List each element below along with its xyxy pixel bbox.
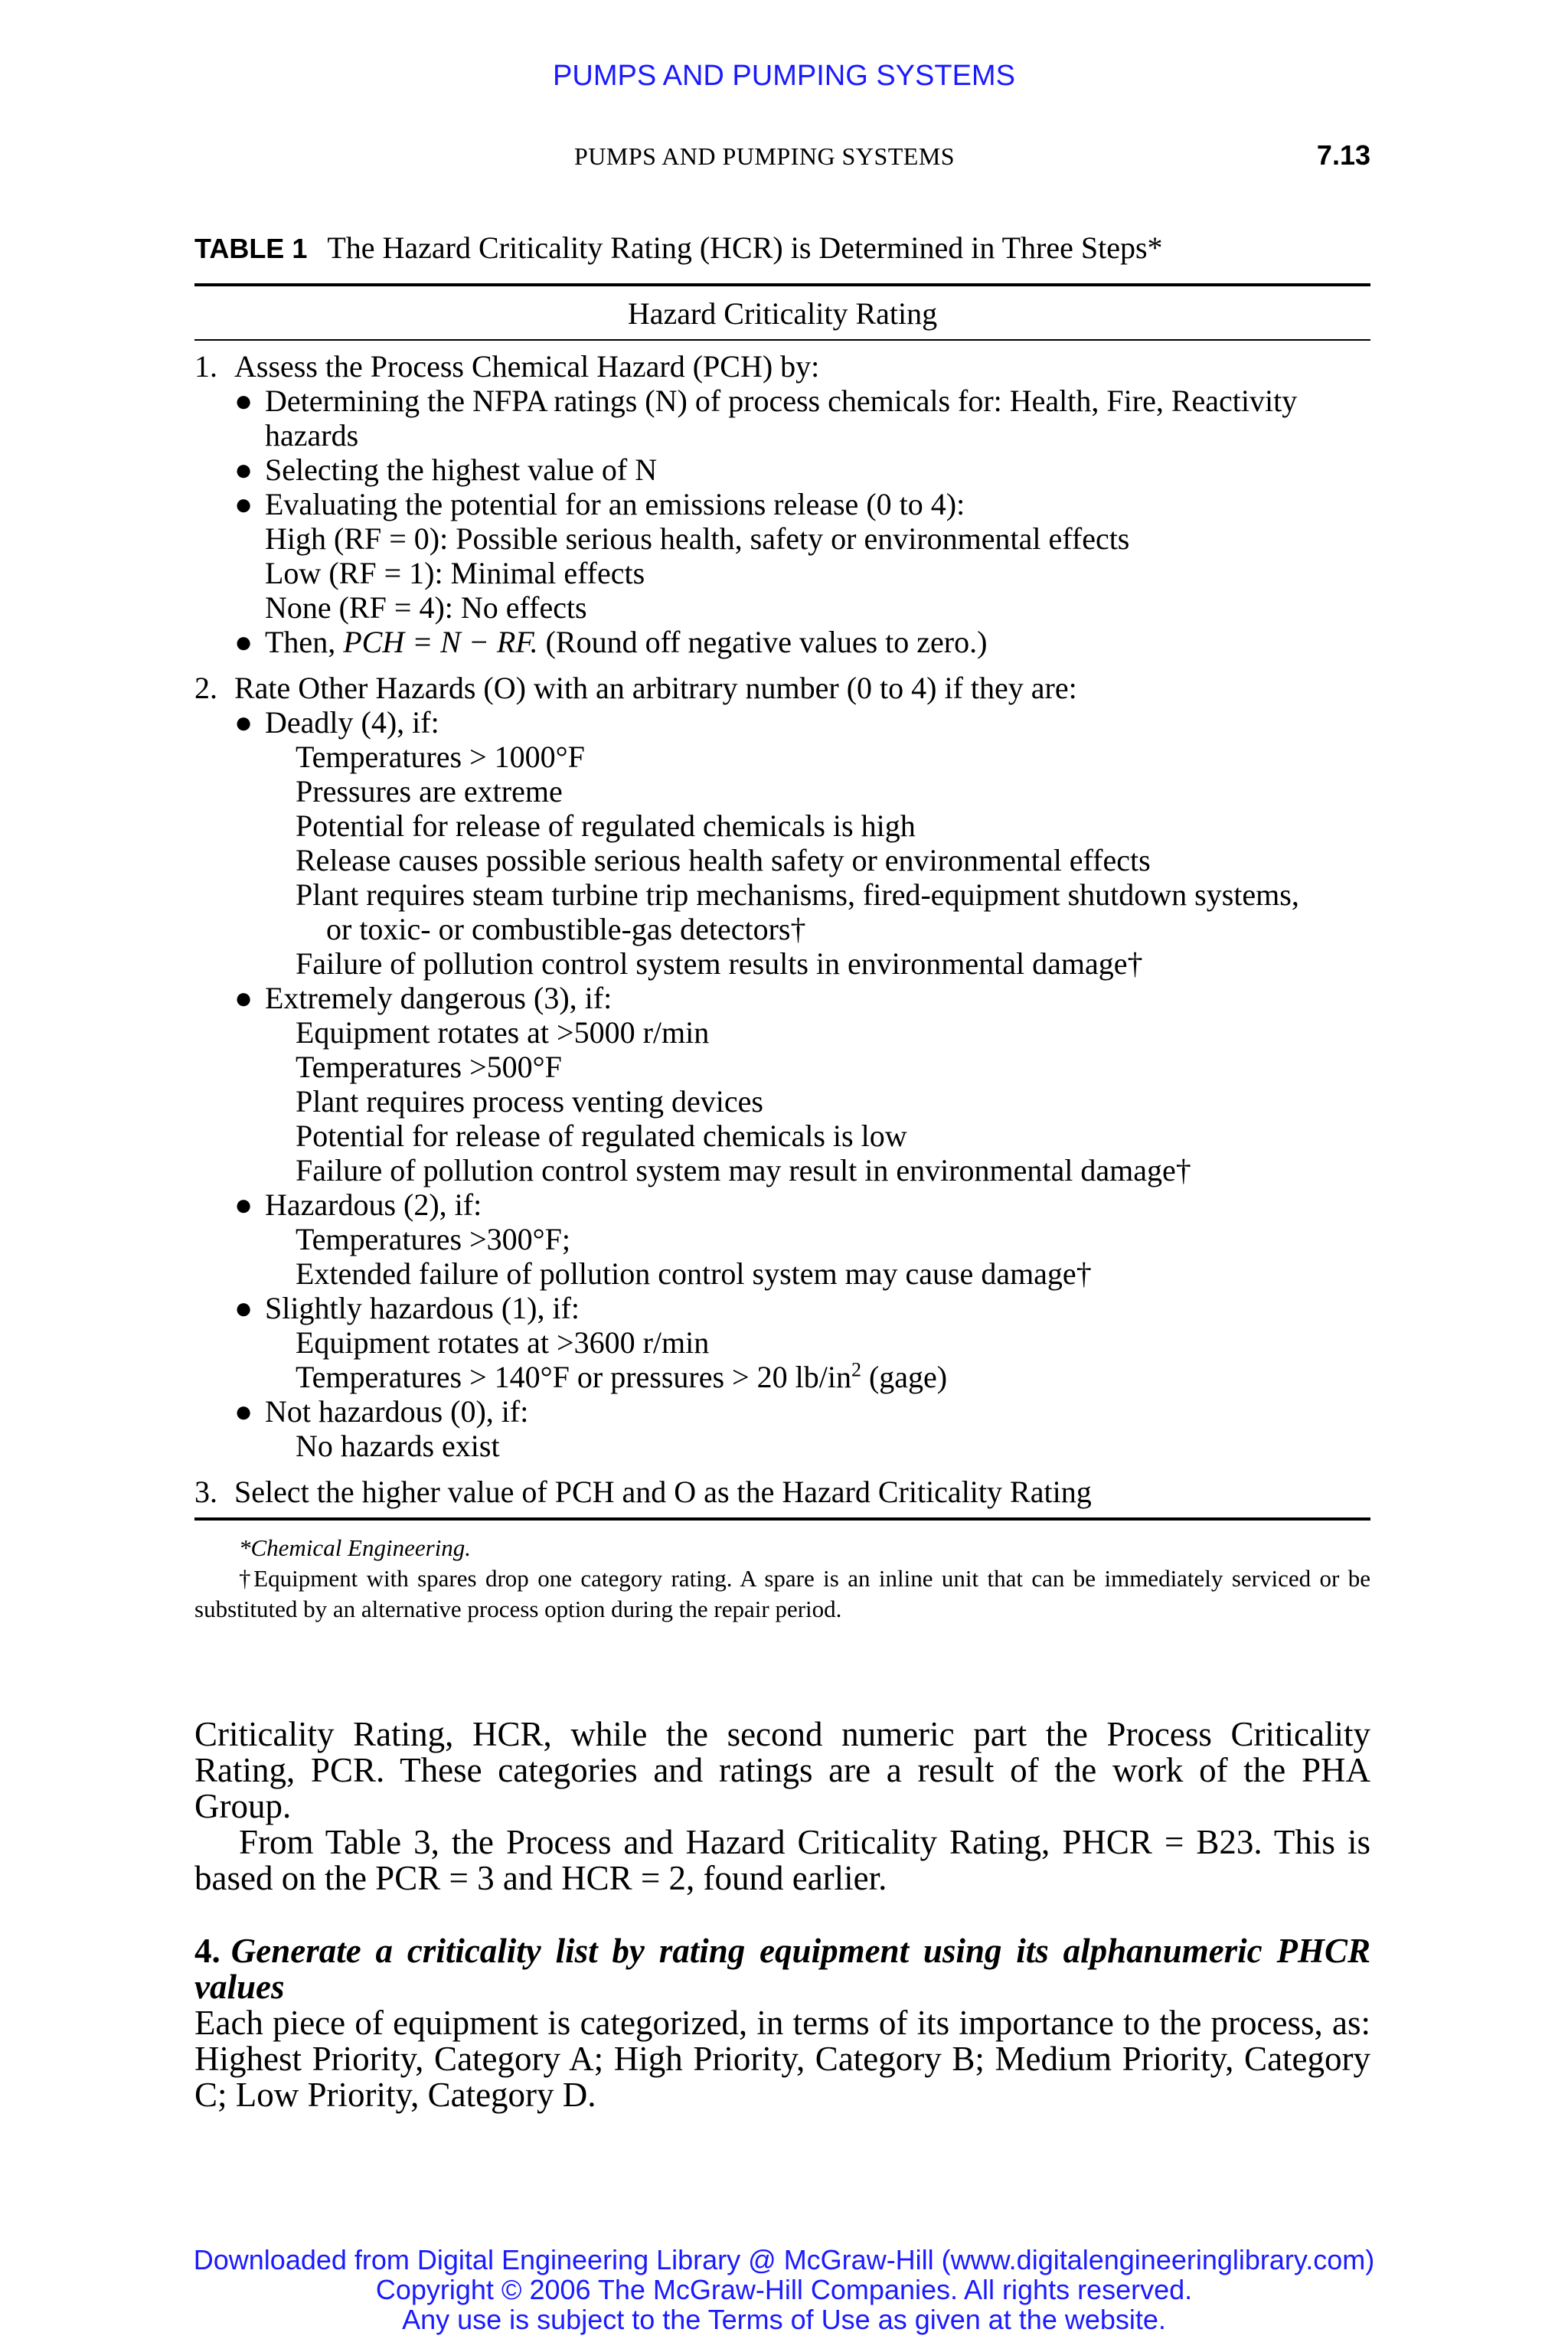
bullet-text <box>265 625 1370 659</box>
criterion: Equipment rotates at >3600 r/min <box>296 1325 710 1360</box>
bullet-item <box>234 452 1370 487</box>
criterion: Potential for release of regulated chemicals is low <box>296 1119 907 1153</box>
release-factor-low: Low (RF = 1): Minimal effects <box>265 556 645 590</box>
bullet-text: Selecting the highest value of N <box>265 452 658 487</box>
section-heading <box>194 1933 1370 2005</box>
bullet-item <box>234 1187 1370 1291</box>
running-head: PUMPS AND PUMPING SYSTEMS <box>574 142 956 170</box>
bullet-icon: ● <box>234 1394 253 1429</box>
table-body <box>194 349 1370 1509</box>
release-factor-none: None (RF = 4): No effects <box>265 590 587 625</box>
criterion: Plant requires process venting devices <box>296 1084 763 1119</box>
table-label: TABLE 1 <box>194 233 308 264</box>
hazard-level-label: Slightly hazardous (1), if: <box>265 1291 580 1325</box>
criterion: Release causes possible serious health safety or environmental effects <box>296 843 1151 877</box>
bullet-item <box>234 487 1370 625</box>
step-title: Assess the Process Chemical Hazard (PCH) by: <box>234 349 820 384</box>
bullet-item <box>234 981 1370 1187</box>
step-2 <box>194 671 1370 1463</box>
table-bottom-rule <box>194 1517 1370 1521</box>
criterion <box>265 1360 1370 1394</box>
bullet-icon: ● <box>234 705 253 740</box>
criterion: Temperatures >500°F <box>296 1050 562 1084</box>
hazard-level-label: Hazardous (2), if: <box>265 1187 482 1222</box>
bullet-icon: ● <box>234 384 253 418</box>
section-number: 4. <box>194 1932 220 1970</box>
footer-copyright-link[interactable]: Copyright © 2006 The McGraw-Hill Companies. All rights reserved. <box>375 2274 1193 2305</box>
footnote-source <box>194 1533 1370 1563</box>
footnote-dagger: †Equipment with spares drop one category rating. A spare is an inline unit that can be immediately serviced or be substituted by an alternative process option during the repair period. <box>194 1565 1370 1622</box>
table-header-rule <box>194 339 1370 341</box>
bullet-icon: ● <box>234 1187 253 1222</box>
section-title: Generate a criticality list by rating equipment using its alphanumeric PHCR values <box>194 1932 1370 2006</box>
criterion: Plant requires steam turbine trip mechanisms, fired-equipment shutdown systems, <box>296 877 1299 912</box>
step-1 <box>194 349 1370 659</box>
table-top-rule <box>194 283 1370 286</box>
release-factor-high: High (RF = 0): Possible serious health, safety or environmental effects <box>265 521 1130 556</box>
bullet-item <box>234 1394 1370 1463</box>
superscript: 2 <box>851 1358 861 1381</box>
criterion: Failure of pollution control system results in environmental damage† <box>296 946 1143 981</box>
footer-terms-link[interactable]: Any use is subject to the Terms of Use as given at the website. <box>402 2304 1166 2335</box>
bullet-item <box>234 384 1370 452</box>
pch-formula: PCH = N − RF. <box>343 625 538 659</box>
hazard-level-label: Deadly (4), if: <box>265 705 439 740</box>
bullet-icon: ● <box>234 452 253 487</box>
table-footnotes <box>194 1533 1370 1625</box>
paragraph: From Table 3, the Process and Hazard Criticality Rating, PHCR = B23. This is based on the PCR = 3 and HCR = 2, found earlier. <box>194 1823 1370 1897</box>
criterion: Failure of pollution control system may result in environmental damage† <box>296 1153 1191 1187</box>
hazard-level-label: Not hazardous (0), if: <box>265 1394 529 1429</box>
bullet-text: Evaluating the potential for an emissions release (0 to 4): <box>265 487 965 521</box>
bullet-icon: ● <box>234 625 253 659</box>
table-caption <box>194 230 1163 266</box>
footer <box>0 2245 1568 2334</box>
criterion-text: Temperatures > 140°F or pressures > 20 lb/in <box>296 1360 851 1394</box>
bullet-icon: ● <box>234 981 253 1015</box>
formula-prefix: Then, <box>265 625 344 659</box>
bullet-icon: ● <box>234 487 253 521</box>
criterion: Pressures are extreme <box>296 774 563 808</box>
criterion: Extended failure of pollution control system may cause damage† <box>296 1256 1092 1291</box>
bullet-icon: ● <box>234 1291 253 1325</box>
paragraph: Criticality Rating, HCR, while the second numeric part the Process Criticality Rating, PCR. These categories and ratings are a result of the work of the PHA Group. <box>194 1715 1370 1825</box>
step-title: Select the higher value of PCH and O as the Hazard Criticality Rating <box>234 1475 1092 1509</box>
paragraph: Each piece of equipment is categorized, in terms of its importance to the process, as: Highest Priority, Category A; High Priority, Category B; Medium Priority, Category C; Low Priority, Category D. <box>194 2004 1370 2114</box>
hazard-level-label: Extremely dangerous (3), if: <box>265 981 612 1015</box>
criterion: Temperatures >300°F; <box>296 1222 571 1256</box>
footnote-source-text: *Chemical Engineering. <box>239 1534 472 1561</box>
step-number: 1. <box>194 349 217 384</box>
bullet-item <box>234 705 1370 981</box>
step-number: 3. <box>194 1475 217 1509</box>
criterion: Temperatures > 1000°F <box>296 740 585 774</box>
bullet-text: Determining the NFPA ratings (N) of process chemicals for: Health, Fire, Reactivity <box>265 384 1298 418</box>
body-text <box>194 1717 1370 2113</box>
step-number: 2. <box>194 671 217 705</box>
table-column-header: Hazard Criticality Rating <box>627 296 938 331</box>
step-title: Rate Other Hazards (O) with an arbitrary number (0 to 4) if they are: <box>234 671 1077 705</box>
criterion-unit: (gage) <box>861 1360 948 1394</box>
top-banner-link[interactable]: PUMPS AND PUMPING SYSTEMS <box>553 60 1015 92</box>
criterion: Potential for release of regulated chemicals is high <box>296 808 916 843</box>
criterion: No hazards exist <box>296 1429 500 1463</box>
criterion-cont: or toxic- or combustible-gas detectors† <box>326 912 806 946</box>
table-caption-text: The Hazard Criticality Rating (HCR) is Determined in Three Steps* <box>327 230 1163 265</box>
bullet-item <box>234 1291 1370 1394</box>
footer-download-link[interactable]: Downloaded from Digital Engineering Library @ McGraw-Hill (www.digitalengineeringlibrary.com) <box>193 2244 1375 2275</box>
criterion: Equipment rotates at >5000 r/min <box>296 1015 710 1050</box>
step-3 <box>194 1475 1370 1509</box>
page-number: 7.13 <box>1316 139 1370 171</box>
bullet-item <box>234 625 1370 659</box>
formula-note: (Round off negative values to zero.) <box>537 625 988 659</box>
bullet-text-cont: hazards <box>265 418 359 452</box>
